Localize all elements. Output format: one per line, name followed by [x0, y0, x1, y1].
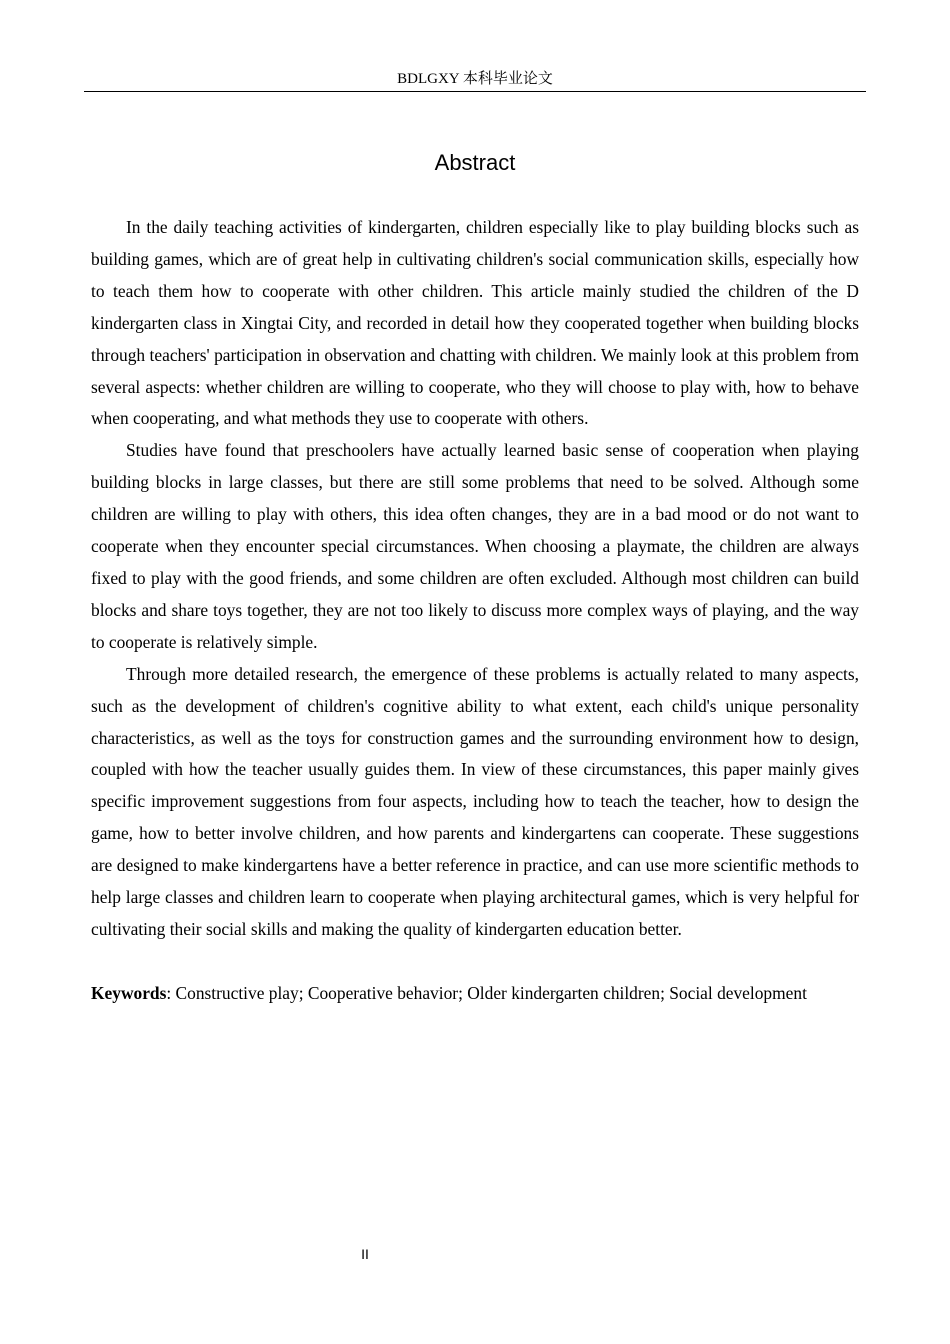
abstract-title: Abstract [434, 150, 516, 175]
page-header [84, 68, 866, 92]
keywords-text: Constructive play; Cooperative behavior; Older kindergarten children; Social development [175, 982, 807, 1003]
abstract-paragraph-3: Through more detailed research, the emergence of these problems is actually related to many aspects, such as the development of children's cognitive ability to what extent, each child's unique personality characteristics, as well as the toys for construction games and the surrounding environment how to design, coupled with how the teacher usually guides them. In view of these circumstances, this paper mainly gives specific improvement suggestions from four aspects, including how to teach the teacher, how to design the game, how to better involve children, and how parents and kindergartens can cooperate. These suggestions are designed to make kindergartens have a better reference in practice, and can use more scientific methods to help large classes and children learn to cooperate when playing architectural games, which is very helpful for cultivating their social skills and making the quality of kindergarten education better. [91, 663, 859, 939]
keywords-separator: : [166, 982, 176, 1003]
page-number: II [361, 1246, 369, 1262]
header-text: BDLGXY 本科毕业论文 [397, 71, 553, 87]
abstract-paragraph-2: Studies have found that preschoolers have actually learned basic sense of cooperation when playing building blocks in large classes, but there are still some problems that need to be solved. Although some children are willing to play with others, this idea often changes, they are in a bad mood or do not want to cooperate when they encounter special circumstances. When choosing a playmate, the children are always fixed to play with the good friends, and some children are often excluded. Although most children can build blocks and share toys together, they are not too likely to discuss more complex ways of playing, and the way to cooperate is relatively simple. [91, 440, 859, 652]
abstract-paragraph-1: In the daily teaching activities of kindergarten, children especially like to play building blocks such as building games, which are of great help in cultivating children's social communication skills, especially how to teach them how to cooperate with other children. This article mainly studied the children of the D kindergarten class in Xingtai City, and recorded in detail how they cooperated together when building blocks through teachers' participation in observation and chatting with children. We mainly look at this problem from several aspects: whether children are willing to cooperate, who they will choose to play with, how to behave when cooperating, and what methods they use to cooperate with others. [91, 217, 859, 429]
keywords-label: Keywords [91, 982, 167, 1003]
abstract-body [91, 212, 859, 1010]
keywords-line [91, 978, 859, 1010]
